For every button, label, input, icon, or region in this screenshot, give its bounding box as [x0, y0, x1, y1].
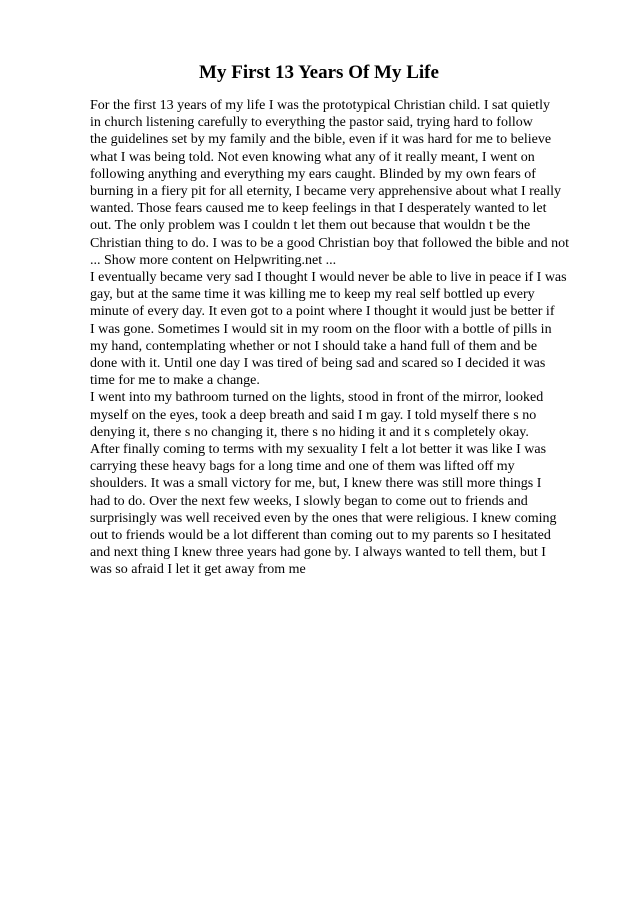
- text-line: myself on the eyes, took a deep breath and said I m gay. I told myself there s no: [90, 407, 537, 423]
- text-line: minute of every day. It even got to a point where I thought it would just be better if: [90, 304, 555, 320]
- text-line: out to friends would be a lot different than coming out to my parents so I hesitated: [90, 528, 551, 544]
- text-line: what I was being told. Not even knowing what any of it really meant, I went on: [90, 149, 535, 165]
- text-line: surprisingly was well received even by the ones that were religious. I knew coming: [90, 510, 557, 526]
- text-line: time for me to make a change.: [90, 373, 260, 389]
- text-line: I eventually became very sad I thought I would never be able to live in peace if I was: [90, 270, 567, 286]
- text-line: done with it. Until one day I was tired of being sad and scared so I decided it was: [90, 356, 546, 372]
- text-line: had to do. Over the next few weeks, I slowly began to come out to friends and: [90, 493, 528, 509]
- show-more-link[interactable]: ... Show more content on Helpwriting.net ...: [90, 252, 337, 268]
- text-line: wanted. Those fears caused me to keep feelings in that I desperately wanted to let: [90, 201, 547, 217]
- document-body: [90, 97, 600, 579]
- text-line: burning in a fiery pit for all eternity, I became very apprehensive about what I really: [90, 184, 562, 200]
- document-title: My First 13 Years Of My Life: [199, 62, 439, 83]
- text-line: I was gone. Sometimes I would sit in my room on the floor with a bottle of pills in: [90, 321, 552, 337]
- text-line: my hand, contemplating whether or not I should take a hand full of them and be: [90, 338, 538, 354]
- text-line: following anything and everything my ears caught. Blinded by my own fears of: [90, 166, 536, 182]
- text-line: the guidelines set by my family and the bible, even if it was hard for me to believe: [90, 132, 552, 148]
- text-line: denying it, there s no changing it, there s no hiding it and it s completely okay.: [90, 424, 529, 440]
- text-line: carrying these heavy bags for a long time and one of them was lifted off my: [90, 459, 515, 475]
- text-line: and next thing I knew three years had gone by. I always wanted to tell them, but I: [90, 545, 546, 561]
- text-line: After finally coming to terms with my sexuality I felt a lot better it was like I was: [90, 442, 547, 458]
- text-line: in church listening carefully to everything the pastor said, trying hard to follow: [90, 115, 533, 131]
- text-line: out. The only problem was I couldn t let them out because that wouldn t be the: [90, 218, 531, 234]
- text-line: gay, but at the same time it was killing me to keep my real self bottled up every: [90, 287, 535, 303]
- text-line: For the first 13 years of my life I was the prototypical Christian child. I sat quietly: [90, 98, 550, 113]
- text-line: I went into my bathroom turned on the lights, stood in front of the mirror, looked: [90, 390, 544, 406]
- text-line: Christian thing to do. I was to be a good Christian boy that followed the bible and not: [90, 235, 570, 251]
- text-line: was so afraid I let it get away from me: [90, 562, 306, 578]
- text-line: shoulders. It was a small victory for me, but, I knew there was still more things I: [90, 476, 542, 492]
